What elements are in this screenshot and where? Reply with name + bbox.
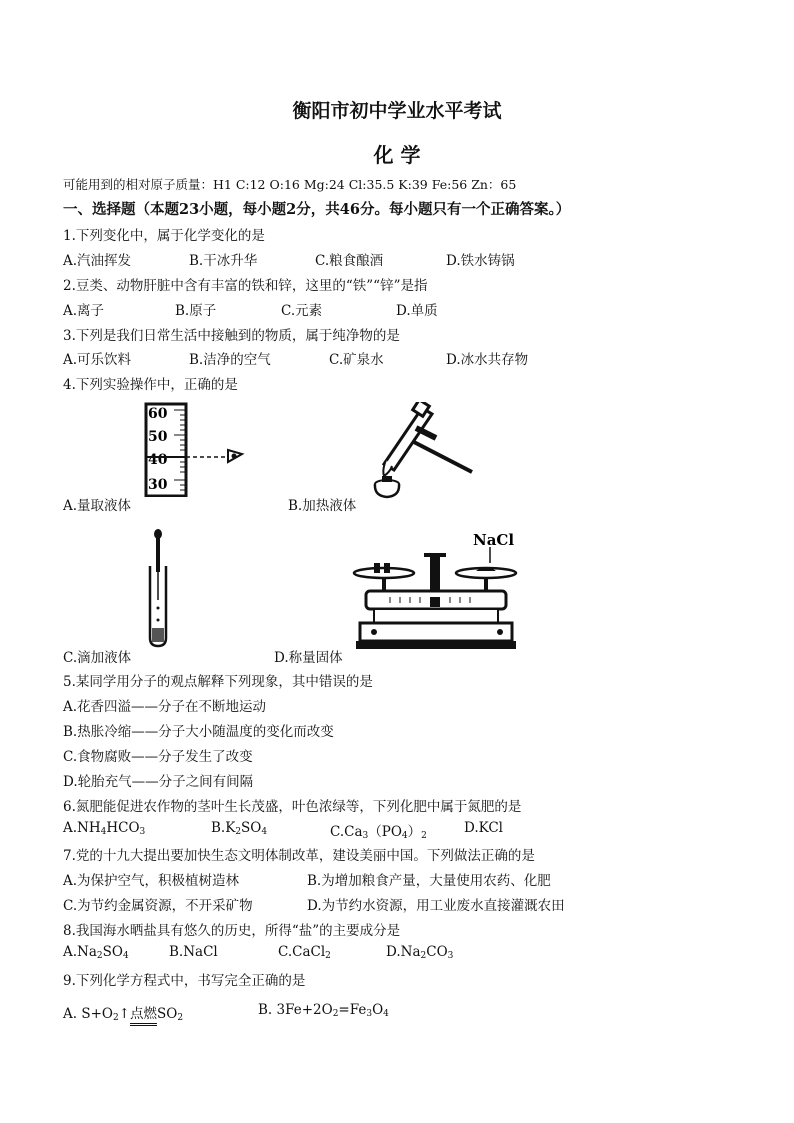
cylinder-tick-50: 50 [148, 429, 168, 445]
question-6-option-c[interactable]: $C.Ca_3(PO_4)_2$ [330, 824, 427, 841]
reaction-condition: 点燃 [130, 1006, 157, 1026]
question-6-option-a[interactable]: $A.NH_4HCO_3$ [63, 820, 146, 837]
question-8-option-a[interactable]: $A.Na_2SO_4$ [63, 944, 129, 961]
question-3-option-b[interactable]: B.洁净的空气 [189, 352, 271, 368]
question-8-option-b[interactable]: B.NaCl [169, 944, 218, 960]
question-8-option-d[interactable]: $D.Na_2CO_3$ [386, 944, 454, 961]
balance-weighing-figure [350, 525, 520, 653]
question-6-option-b[interactable]: $B.K_2SO_4$ [211, 820, 268, 837]
subject-title: 化 学 [373, 143, 421, 167]
question-9-stem: 9.下列化学方程式中，书写完全正确的是 [63, 973, 306, 989]
nacl-label: NaCl [473, 531, 515, 549]
heating-liquid-figure [360, 402, 480, 500]
cylinder-tick-40: 40 [148, 452, 168, 468]
question-3-option-d[interactable]: D.冰水共存物 [446, 352, 529, 368]
question-9-option-b[interactable]: B. $3Fe+2O_2=Fe_3O_4$ [258, 1002, 389, 1019]
question-5-stem: 5.某同学用分子的观点解释下列现象，其中错误的是 [63, 674, 373, 690]
question-4-option-b[interactable]: B.加热液体 [288, 498, 357, 514]
question-5-option-b[interactable]: B.热胀冷缩——分子大小随温度的变化而改变 [63, 724, 334, 740]
question-8-stem: 8.我国海水晒盐具有悠久的历史，所得“盐”的主要成分是 [63, 923, 401, 939]
question-7-option-a[interactable]: A.为保护空气，积极植树造林 [63, 873, 240, 889]
question-3-option-a[interactable]: A.可乐饮料 [63, 352, 132, 368]
atomic-masses: 可能用到的相对原子质量：H1 C:12 O:16 Mg:24 Cl:35.5 K:39 Fe:56 Zn：65 [63, 177, 517, 192]
question-1-option-c[interactable]: C.粮食酿酒 [315, 253, 384, 269]
question-1-option-d[interactable]: D.铁水铸锅 [446, 253, 515, 269]
question-2-option-a[interactable]: A.离子 [63, 303, 105, 319]
question-6-stem: 6.氮肥能促进农作物的茎叶生长茂盛，叶色浓绿等，下列化肥中属于氮肥的是 [63, 799, 522, 815]
question-4-option-c[interactable]: C.滴加液体 [63, 650, 132, 666]
question-2-option-b[interactable]: B.原子 [175, 303, 217, 319]
dropper-test-tube-figure [140, 528, 180, 650]
question-1-stem: 1.下列变化中，属于化学变化的是 [63, 228, 265, 244]
cylinder-tick-60: 60 [148, 406, 168, 422]
question-9-option-a[interactable]: A. $S+O_2↑$点燃$SO_2$ [63, 1002, 183, 1023]
question-4-option-d[interactable]: D.称量固体 [274, 650, 343, 666]
question-2-option-d[interactable]: D.单质 [396, 303, 438, 319]
question-3-option-c[interactable]: C.矿泉水 [329, 352, 384, 368]
question-5-option-a[interactable]: A.花香四溢——分子在不断地运动 [63, 699, 267, 715]
question-6-option-d[interactable]: D.KCl [464, 820, 504, 836]
question-8-option-c[interactable]: C.CaCl$_2$ [278, 944, 331, 961]
graduated-cylinder-figure [140, 402, 250, 497]
question-2-option-c[interactable]: C.元素 [281, 303, 323, 319]
question-1-option-a[interactable]: A.汽油挥发 [63, 253, 132, 269]
question-7-option-c[interactable]: C.为节约金属资源，不开采矿物 [63, 898, 253, 914]
question-4-stem: 4.下列实验操作中，正确的是 [63, 377, 238, 393]
exam-title: 衡阳市初中学业水平考试 [292, 100, 502, 122]
question-7-stem: 7.党的十九大提出要加快生态文明体制改革，建设美丽中国。下列做法正确的是 [63, 848, 535, 864]
question-2-stem: 2.豆类、动物肝脏中含有丰富的铁和锌，这里的“铁”“锌”是指 [63, 278, 428, 294]
question-4-option-a[interactable]: A.量取液体 [63, 498, 132, 514]
question-3-stem: 3.下列是我们日常生活中接触到的物质，属于纯净物的是 [63, 328, 400, 344]
question-7-option-b[interactable]: B.为增加粮食产量，大量使用农药、化肥 [307, 873, 551, 889]
section-heading: 一、选择题（本题23小题，每小题2分，共46分。每小题只有一个正确答案。） [63, 201, 571, 218]
question-1-option-b[interactable]: B.干冰升华 [189, 253, 258, 269]
question-5-option-c[interactable]: C.食物腐败——分子发生了改变 [63, 749, 253, 765]
question-7-option-d[interactable]: D.为节约水资源，用工业废水直接灌溉农田 [307, 898, 565, 914]
question-5-option-d[interactable]: D.轮胎充气——分子之间有间隔 [63, 774, 254, 790]
cylinder-tick-30: 30 [148, 477, 168, 493]
